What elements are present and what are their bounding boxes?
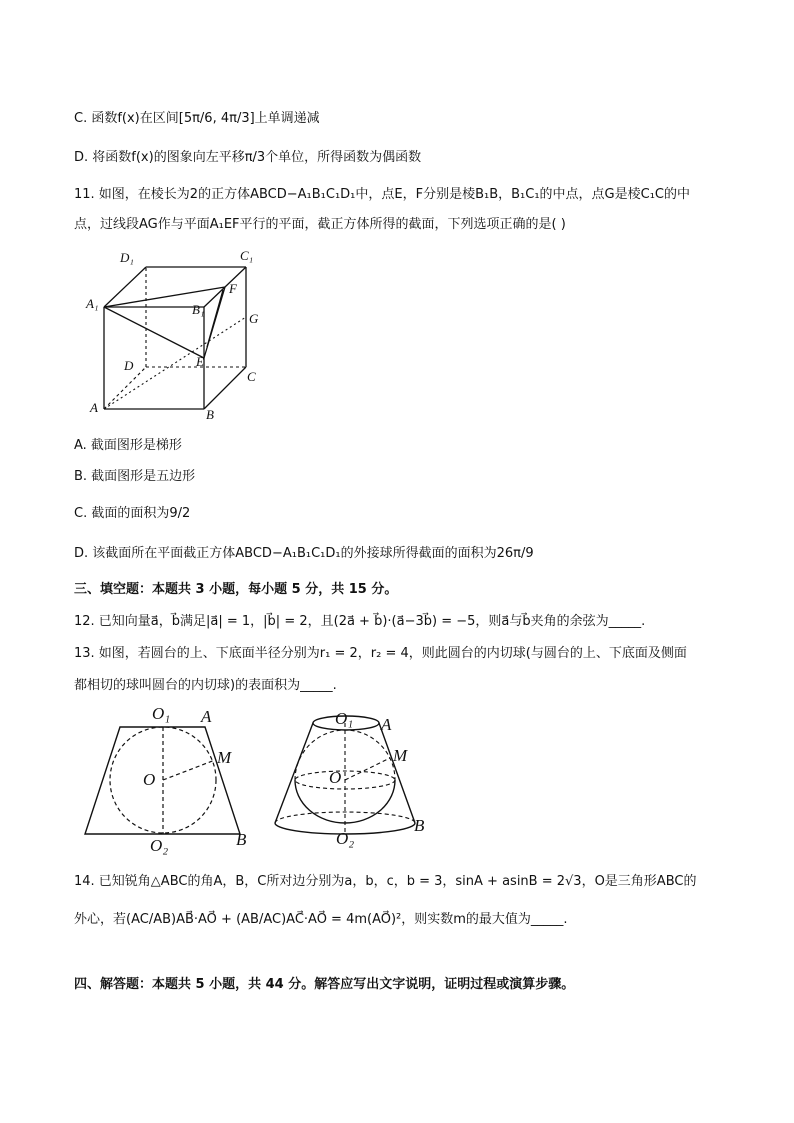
option-10c: C. 函数f(x)在区间[5π/6, 4π/3]上单调递减	[74, 111, 320, 126]
cube-label-b1: B₁	[192, 302, 205, 317]
cube-label-g: G	[249, 311, 259, 326]
question-13-line-1: 13. 如图，若圆台的上、下底面半径分别为r₁ = 2，r₂ = 4，则此圆台的内切球(与圆台的上、下底面及侧面	[74, 646, 687, 661]
frustum-3d-figure	[270, 708, 430, 848]
cube-label-b: B	[206, 407, 214, 422]
question-11-line-2: 点，过线段AG作与平面A₁EF平行的平面，截正方体所得的截面，下列选项正确的是( )	[74, 217, 566, 232]
question-14-line-1: 14. 已知锐角△ABC的角A，B，C所对边分别为a，b，c，b = 3，sinA + asinB = 2√3，O是三角形ABC的	[74, 874, 697, 889]
frustum-label-o: O	[329, 768, 342, 787]
cube-label-d: D	[124, 358, 134, 373]
question-11-option-a: A. 截面图形是梯形	[74, 438, 182, 453]
section-label-o: O	[143, 770, 156, 789]
section-label-o1: O₁	[152, 704, 171, 723]
section-label-b: B	[236, 830, 247, 849]
frustum-label-m: M	[393, 746, 408, 765]
question-14-line-2: 外心，若(AC/AB)AB⃗·AO⃗ + (AB/AC)AC⃗·AO⃗ = 4m(AO⃗)²，则实数m的最大值为_____.	[74, 912, 568, 927]
question-13-line-2: 都相切的球叫圆台的内切球)的表面积为_____.	[74, 678, 337, 693]
section-4-heading: 四、解答题：本题共 5 小题，共 44 分。解答应写出文字说明，证明过程或演算步骤。	[74, 977, 575, 992]
section-label-m: M	[217, 748, 232, 767]
cube-label-d1: D₁	[120, 250, 134, 265]
frustum-label-b: B	[414, 816, 425, 835]
question-11-option-c: C. 截面的面积为9/2	[74, 506, 191, 521]
frustum-label-o2: O₂	[336, 829, 355, 848]
cube-label-f: F	[229, 281, 237, 296]
option-10d: D. 将函数f(x)的图象向左平移π/3个单位，所得函数为偶函数	[74, 150, 422, 165]
section-label-o2: O₂	[150, 836, 169, 855]
frustum-label-a: A	[381, 715, 392, 734]
question-11-option-d: D. 该截面所在平面截正方体ABCD−A₁B₁C₁D₁的外接球所得截面的面积为26π/9	[74, 546, 534, 561]
frustum-section-figure	[80, 712, 255, 847]
question-11-option-b: B. 截面图形是五边形	[74, 469, 196, 484]
section-label-a: A	[201, 707, 212, 726]
cube-figure	[86, 247, 276, 422]
cube-label-c: C	[247, 369, 256, 384]
cube-label-a1: A₁	[86, 296, 99, 311]
question-11-line-1: 11. 如图，在棱长为2的正方体ABCD−A₁B₁C₁D₁中，点E，F分别是棱B₁B，B₁C₁的中点，点G是棱C₁C的中	[74, 187, 690, 202]
cube-label-a: A	[90, 400, 98, 415]
section-3-heading: 三、填空题：本题共 3 小题，每小题 5 分，共 15 分。	[74, 582, 398, 597]
cube-label-c1: C₁	[240, 248, 254, 263]
question-12: 12. 已知向量a⃗，b⃗满足|a⃗| = 1，|b⃗| = 2，且(2a⃗ + b⃗)·(a⃗−3b⃗) = −5，则a⃗与b⃗夹角的余弦为_____.	[74, 614, 646, 629]
cube-label-e: E	[196, 354, 204, 369]
frustum-label-o1: O₁	[335, 709, 354, 728]
